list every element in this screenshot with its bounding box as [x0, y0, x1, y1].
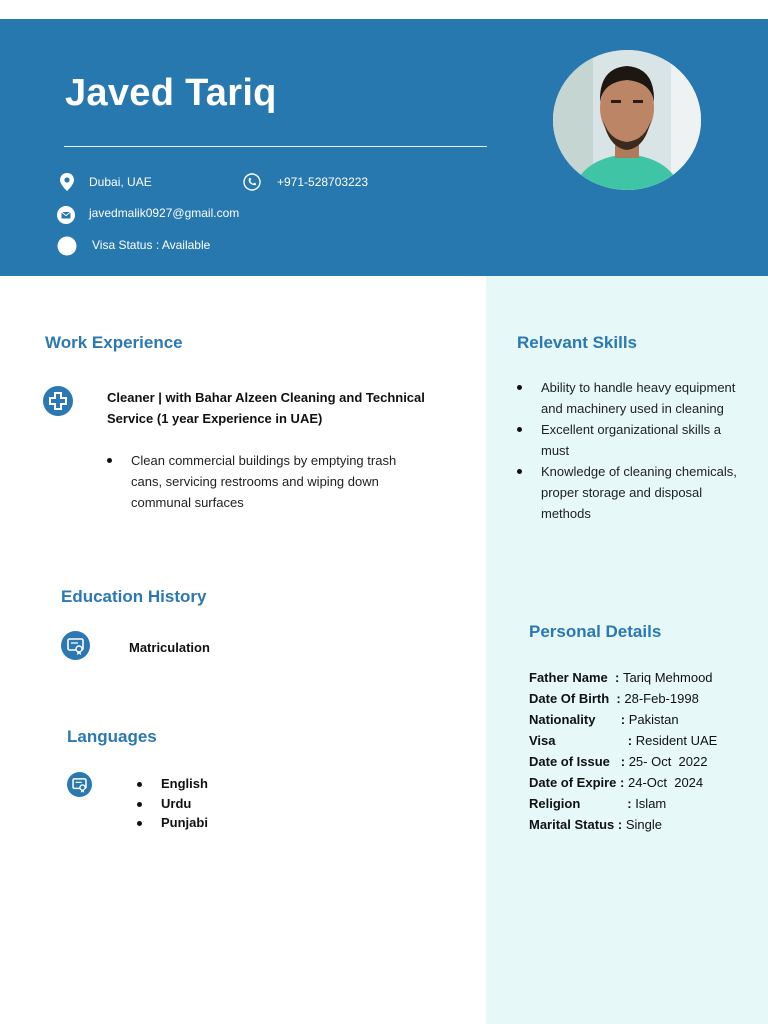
detail-label: Father Name	[529, 670, 612, 685]
languages-list	[137, 774, 208, 833]
job-title: Cleaner | with Bahar Alzeen Cleaning and Technical Service (1 year Experience in UAE)	[107, 390, 425, 426]
work-experience-heading: Work Experience	[45, 333, 183, 352]
detail-row	[529, 667, 759, 688]
header-divider	[64, 146, 487, 147]
skills-list	[517, 377, 742, 524]
visa-status-icon	[57, 236, 77, 256]
detail-value: Resident UAE	[635, 733, 718, 748]
detail-separator: :	[611, 670, 623, 685]
location-text: Dubai, UAE	[89, 175, 152, 189]
list-item: Ability to handle heavy equipment and machinery used in cleaning	[517, 377, 742, 419]
detail-label: Religion	[529, 796, 624, 811]
plus-cross-icon	[43, 386, 73, 416]
certificate-icon	[61, 631, 90, 660]
detail-row	[529, 772, 759, 793]
education-item: Matriculation	[129, 640, 210, 655]
detail-value: Islam	[635, 796, 667, 811]
detail-value: 24-Oct 2024	[627, 775, 704, 790]
detail-separator: :	[617, 712, 629, 727]
languages-heading: Languages	[67, 727, 157, 746]
list-item: Urdu	[137, 794, 208, 814]
list-item: Excellent organizational skills a must	[517, 419, 742, 461]
list-item: Punjabi	[137, 813, 208, 833]
detail-label: Date of Issue	[529, 754, 618, 769]
detail-separator: :	[624, 733, 636, 748]
list-item: English	[137, 774, 208, 794]
detail-row	[529, 709, 759, 730]
job-duties-list	[107, 450, 427, 513]
email-icon[interactable]	[57, 206, 75, 224]
detail-separator: :	[612, 691, 625, 706]
certificate-icon	[67, 772, 92, 797]
detail-row	[529, 730, 759, 751]
detail-value: Single	[625, 817, 662, 832]
detail-label: Nationality	[529, 712, 618, 727]
detail-row	[529, 814, 759, 835]
detail-value: 28-Feb-1998	[624, 691, 699, 706]
detail-value: Tariq Mehmood	[622, 670, 713, 685]
email-text[interactable]: javedmalik0927@gmail.com	[89, 206, 240, 220]
list-item: Knowledge of cleaning chemicals, proper storage and disposal methods	[517, 461, 742, 524]
skills-heading: Relevant Skills	[517, 333, 638, 352]
visa-status-text: Visa Status : Available	[92, 238, 211, 252]
detail-value: 25- Oct 2022	[628, 754, 708, 769]
detail-row	[529, 751, 759, 772]
detail-row	[529, 793, 759, 814]
detail-separator: :	[617, 754, 629, 769]
detail-value: Pakistan	[628, 712, 679, 727]
education-heading: Education History	[61, 587, 207, 606]
personal-details-table	[529, 667, 759, 835]
detail-separator: :	[620, 775, 628, 790]
location-pin-icon	[60, 173, 74, 191]
list-item: Clean commercial buildings by emptying trash cans, servicing restrooms and wiping down communal surfaces	[107, 450, 427, 513]
candidate-name: Javed Tariq	[65, 72, 277, 114]
detail-separator: :	[623, 796, 636, 811]
detail-label: Date of Expire	[529, 775, 621, 790]
detail-separator: :	[617, 817, 626, 832]
personal-details-heading: Personal Details	[529, 622, 662, 641]
phone-icon[interactable]	[243, 173, 261, 191]
detail-label: Marital Status	[529, 817, 618, 832]
phone-text[interactable]: +971-528703223	[277, 175, 369, 189]
profile-photo	[553, 50, 701, 190]
detail-label: Date Of Birth	[529, 691, 613, 706]
detail-row	[529, 688, 759, 709]
detail-label: Visa	[529, 733, 625, 748]
